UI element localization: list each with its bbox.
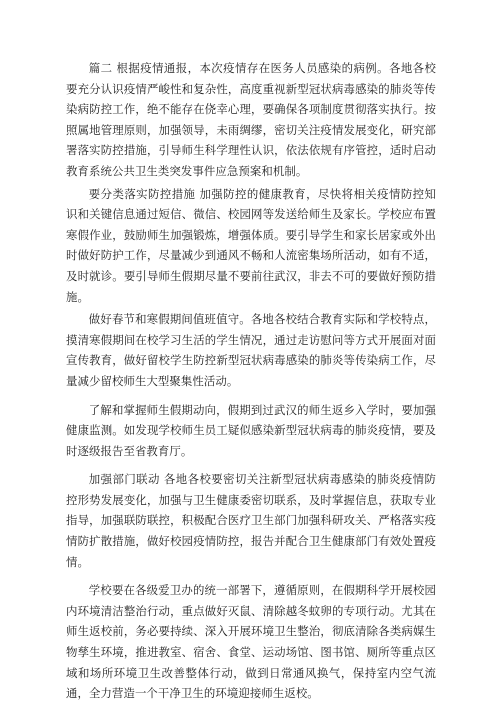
paragraph-classified-measures: 要分类落实防控措施 加强防控的健康教育，尽快将相关疫情防控知识和关键信息通过短信、微信、校园网等发送给师生及家长。学校应布置寒假作业，鼓励师生加强锻炼，增强体质。要引导学生和家长居家或外出时做好防护工作，尽量减少到通风不畅和人流密集场所活动，如有不适，及时就诊。要引导师生假期尽量不要前往武汉，非去不可的要做好预防措施。 bbox=[66, 186, 436, 304]
paragraph-holiday-duty: 做好春节和寒假期间值班值守。各地各校结合教育实际和学校特点，摸清寒假期间在校学习生活的学生情况，通过走访慰问等方式开展面对面宣传教育，做好留校学生防控新型冠状病毒感染的肺炎等传染病工作，尽量减少留校师生大型聚集性活动。 bbox=[66, 312, 436, 388]
paragraph-student-movement: 了解和掌握师生假期动向，假期到过武汉的师生返乡入学时，要加强健康监测。如发现学校师生员工疑似感染新型冠状病毒的肺炎疫情，要及时逐级报告至省教育厅。 bbox=[66, 402, 436, 458]
paragraph-department-linkage: 加强部门联动 各地各校要密切关注新型冠状病毒感染的肺炎疫情防控形势发展变化，加强与卫生健康委密切联系，及时掌握信息，获取专业指导，加强联防联控，积极配合医疗卫生部门加强科研攻关、严格落实疫情防扩散措施，做好校园疫情防控，报告并配合卫生健康部门有效处置疫情。 bbox=[66, 472, 436, 569]
document-body bbox=[66, 58, 436, 706]
paragraph-notice: 篇二 根据疫情通报，本次疫情存在医务人员感染的病例。各地各校要充分认识疫情严峻性和复杂性，高度重视新型冠状病毒感染的肺炎等传染病防控工作，绝不能存在侥幸心理，要确保各项制度贯彻落实执行。按照属地管理原则，加强领导，未雨绸缪，密切关注疫情发展变化，研究部署落实防控措施，引导师生科学理性认识，依法依规有序管控，适时启动教育系统公共卫生类突发事件应急预案和机制。 bbox=[66, 61, 436, 178]
paragraph-campus-cleaning: 学校要在各级爱卫办的统一部署下，遵循原则，在假期科学开展校园内环境清洁整治行动，重点做好灭鼠、清除越冬蚊卵的专项行动。尤其在师生返校前，务必要持续、深入开展环境卫生整治，彻底清除各类病媒生物孳生环境，推进教室、宿舍、食堂、运动场馆、图书馆、厕所等重点区域和场所环境卫生改善整体行动，做到日常通风换气，保持室内空气流通，全力营造一个干净卫生的环境迎接师生返校。 bbox=[66, 583, 436, 701]
